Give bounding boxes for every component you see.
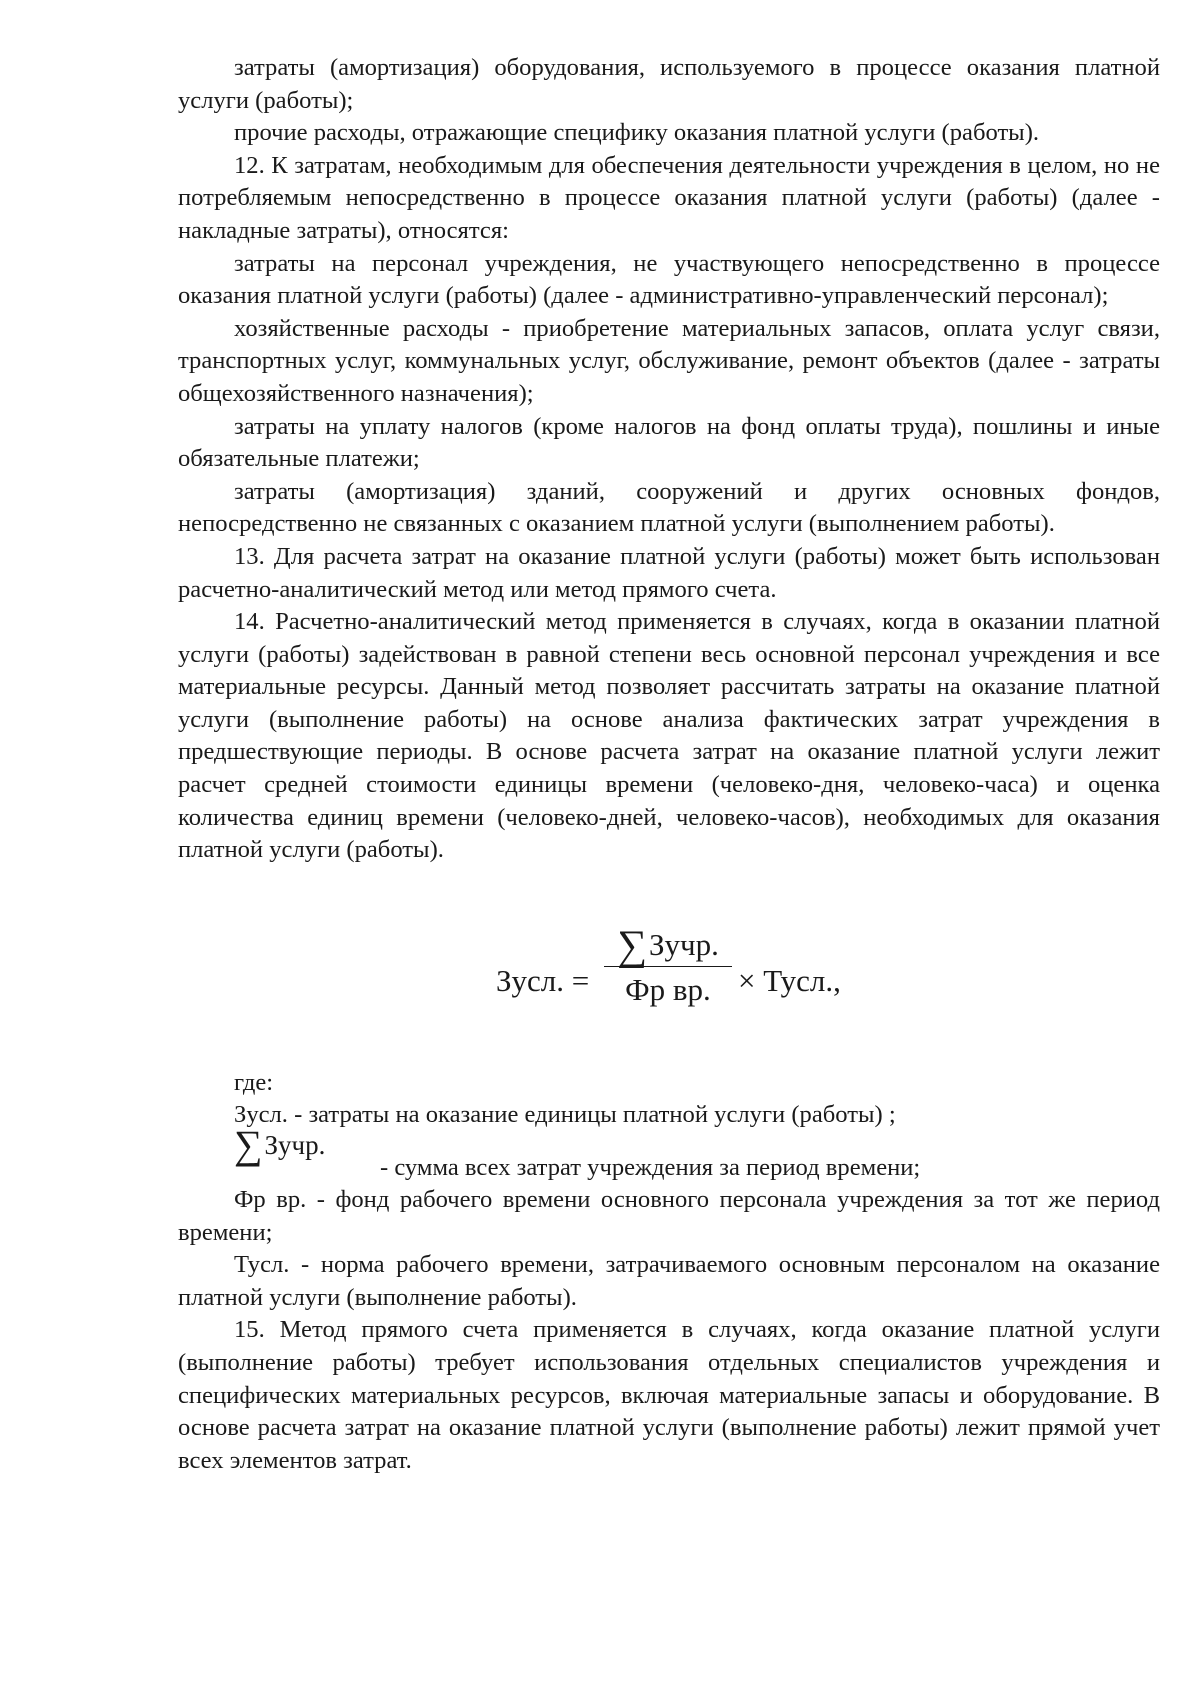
- paragraph-equipment-costs: затраты (амортизация) оборудования, используемого в процессе оказания платной услуги (работы);: [178, 54, 1160, 114]
- paragraph-14: 14. Расчетно-аналитический метод применяется в случаях, когда в оказании платной услуги (работы) задействован в равной степени весь основной персонал учреждения и все материальные ресурсы. Данный метод позволяет рассчитать затраты на оказание платной услуги (выполнение работы) на основе анализа фактических затрат учреждения в предшествующие периоды. В основе расчета затрат на оказание платной услуги лежит расчет средней стоимости единицы времени (человеко-дня, человеко-часа) и оценка количества единиц времени (человеко-дней, человеко-часов), необходимых для оказания платной услуги (работы).: [178, 608, 1160, 864]
- definition-frvr: Фр вр. - фонд рабочего времени основного персонала учреждения за тот же период времени;: [178, 1186, 1160, 1246]
- formula-numerator-text: Зучр.: [649, 926, 719, 962]
- paragraph-13: 13. Для расчета затрат на оказание платной услуги (работы) может быть использован расчетно-аналитический метод или метод прямого счета.: [178, 542, 1160, 603]
- definition-zusl: Зусл. - затраты на оказание единицы платной услуги (работы) ;: [234, 1101, 896, 1129]
- sum-definition-text: - сумма всех затрат учреждения за период времени;: [380, 1154, 921, 1182]
- paragraph-admin-staff: затраты на персонал учреждения, не участвующего непосредственно в процессе оказания платной услуги (работы) (далее - административно-управленческий персонал);: [178, 249, 1160, 310]
- sum-symbol-text: Зучр.: [264, 1130, 326, 1161]
- formula-rhs: × Тусл.,: [738, 962, 841, 998]
- where-label: где:: [234, 1068, 274, 1096]
- formula-denominator: Фр вр.: [625, 971, 711, 1007]
- definition-sum: [234, 1122, 1160, 1184]
- cost-formula: [178, 867, 1160, 1067]
- paragraph-15: 15. Метод прямого счета применяется в случаях, когда оказание платной услуги (выполнение работы) требует использования отдельных специалистов учреждения и специфических материальных ресурсов, включая материальные запасы и оборудование. В основе расчета затрат на оказание платной услуги (выполнение работы) лежит прямой учет всех элементов затрат.: [178, 1316, 1160, 1474]
- sigma-symbol: ∑: [617, 922, 648, 969]
- formula-lhs: Зусл. =: [496, 962, 590, 998]
- sigma-symbol: ∑: [234, 1122, 263, 1168]
- definition-tusl: Тусл. - норма рабочего времени, затрачиваемого основным персоналом на оказание платной услуги (выполнение работы).: [178, 1251, 1160, 1311]
- paragraph-buildings-depreciation: затраты (амортизация) зданий, сооружений и других основных фондов, непосредственно не связанных с оказанием платной услуги (выполнением работы).: [178, 477, 1160, 538]
- sum-symbol: [234, 1122, 326, 1168]
- formula-fraction: [604, 922, 732, 1008]
- paragraph-household-expenses: хозяйственные расходы - приобретение материальных запасов, оплата услуг связи, транспортных услуг, коммунальных услуг, обслуживание, ремонт объектов (далее - затраты общехозяйственного назначения);: [178, 314, 1160, 407]
- paragraph-other-expenses: прочие расходы, отражающие специфику оказания платной услуги (работы).: [234, 119, 1040, 147]
- document-page: [178, 52, 1160, 1477]
- paragraph-12: 12. К затратам, необходимым для обеспечения деятельности учреждения в целом, но не потребляемым непосредственно в процессе оказания платной услуги (работы) (далее - накладные затраты), относятся:: [178, 151, 1160, 244]
- paragraph-taxes: затраты на уплату налогов (кроме налогов на фонд оплаты труда), пошлины и иные обязательные платежи;: [178, 412, 1160, 473]
- formula-numerator: [604, 922, 732, 969]
